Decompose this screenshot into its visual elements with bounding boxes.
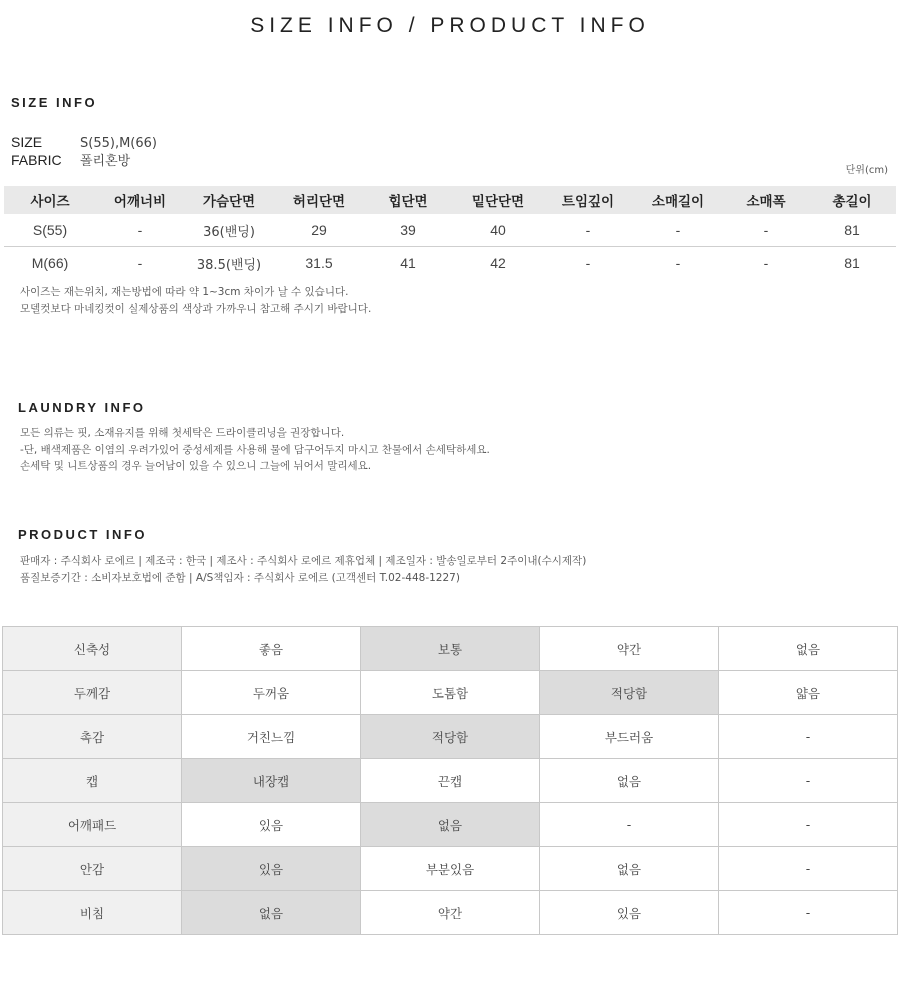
column-header: 소매길이 [632, 186, 724, 214]
page-title: SIZE INFO / PRODUCT INFO [250, 14, 650, 37]
column-header: 밑단단면 [452, 186, 544, 214]
property-row [3, 759, 898, 803]
property-option: 끈캡 [361, 759, 540, 803]
table-cell: - [585, 255, 591, 271]
fabric-label: FABRIC [11, 152, 62, 168]
property-label: 어깨패드 [3, 803, 182, 847]
table-cell: - [544, 214, 632, 247]
property-option-selected: 적당함 [540, 671, 719, 715]
table-cell: 81 [844, 255, 860, 271]
size-note-line: 모델컷보다 마네킹컷이 실제상품의 색상과 가까우니 참고해 주시기 바랍니다. [20, 302, 372, 315]
property-label: 신축성 [3, 627, 182, 671]
table-cell: 36(밴딩) [184, 214, 274, 247]
size-info-heading: SIZE INFO [11, 95, 98, 110]
fabric-value: 폴리혼방 [80, 154, 131, 169]
property-label: 안감 [3, 847, 182, 891]
property-option-selected: 적당함 [361, 715, 540, 759]
property-option: 도톰함 [361, 671, 540, 715]
property-option: - [719, 803, 898, 847]
table-row [4, 247, 896, 280]
table-cell: S(55) [4, 214, 96, 247]
column-header: 힙단면 [364, 186, 452, 214]
property-option: - [719, 847, 898, 891]
size-spec-row [11, 134, 157, 151]
property-option: 얇음 [719, 671, 898, 715]
table-cell: 31.5 [305, 255, 333, 271]
table-cell: M(66) [31, 255, 69, 271]
laundry-line: 모든 의류는 핏, 소재유지를 위해 첫세탁은 드라이클리닝을 권장합니다. [20, 427, 345, 439]
property-label: 비침 [3, 891, 182, 935]
laundry-line: 손세탁 및 니트상품의 경우 늘어남이 있을 수 있으니 그늘에 뉘어서 말리세요. [20, 460, 372, 472]
size-table [4, 186, 896, 279]
size-table-header [4, 186, 896, 214]
property-option: 부드러움 [540, 715, 719, 759]
product-line: 판매자 : 주식회사 로에르 | 제조국 : 한국 | 제조사 : 주식회사 로에르 제휴업체 | 제조일자 : 발송일로부터 2주이내(수시제작) [20, 555, 587, 567]
table-cell: 42 [490, 255, 506, 271]
property-row [3, 715, 898, 759]
product-info-heading: PRODUCT INFO [18, 527, 147, 542]
column-header: 총길이 [808, 186, 896, 214]
property-row [3, 803, 898, 847]
laundry-line: -단, 배색제품은 이염의 우려가있어 중성세제를 사용해 물에 담구어두지 마시고 찬물에서 손세탁하세요. [20, 443, 490, 456]
property-label: 캡 [3, 759, 182, 803]
property-option: 없음 [540, 759, 719, 803]
property-option: 부분있음 [361, 847, 540, 891]
table-cell: 39 [364, 214, 452, 247]
table-cell: - [632, 214, 724, 247]
property-option: 거친느낌 [182, 715, 361, 759]
property-option: 약간 [540, 627, 719, 671]
table-cell: 38.5(밴딩) [196, 257, 262, 273]
table-cell: - [724, 214, 808, 247]
property-option-selected: 없음 [361, 803, 540, 847]
property-row [3, 847, 898, 891]
laundry-notes [20, 425, 490, 475]
property-option: - [719, 759, 898, 803]
laundry-info-heading: LAUNDRY INFO [18, 400, 146, 415]
property-option-selected: 있음 [182, 847, 361, 891]
table-cell: - [137, 255, 143, 271]
table-cell: 40 [452, 214, 544, 247]
table-cell: 29 [274, 214, 364, 247]
property-label: 촉감 [3, 715, 182, 759]
fabric-properties-table [2, 626, 898, 935]
property-option: 있음 [540, 891, 719, 935]
property-option: - [719, 891, 898, 935]
column-header: 소매폭 [724, 186, 808, 214]
table-row [4, 214, 896, 247]
column-header: 허리단면 [274, 186, 364, 214]
property-option-selected: 없음 [182, 891, 361, 935]
product-line: 품질보증기간 : 소비자보호법에 준함 | A/S책임자 : 주식회사 로에르 (고객센터 T.02-448-1227) [20, 571, 460, 584]
unit-label: 단위(cm) [845, 165, 888, 176]
size-notes [20, 284, 371, 317]
property-option: 좋음 [182, 627, 361, 671]
table-cell: - [763, 255, 769, 271]
column-header: 어깨너비 [96, 186, 184, 214]
table-cell: 41 [400, 255, 416, 271]
property-option: 약간 [361, 891, 540, 935]
property-row [3, 627, 898, 671]
property-row [3, 891, 898, 935]
fabric-spec-row [11, 150, 130, 169]
size-note-line: 사이즈는 재는위치, 재는방법에 따라 약 1~3cm 차이가 날 수 있습니다. [20, 286, 349, 298]
property-option: - [540, 803, 719, 847]
property-row [3, 671, 898, 715]
table-cell: 81 [808, 214, 896, 247]
property-option: - [719, 715, 898, 759]
product-notes [20, 553, 586, 586]
column-header: 사이즈 [4, 186, 96, 214]
property-option: 없음 [540, 847, 719, 891]
property-option: 있음 [182, 803, 361, 847]
property-label: 두께감 [3, 671, 182, 715]
table-cell: - [96, 214, 184, 247]
column-header: 트임깊이 [544, 186, 632, 214]
table-cell: - [675, 255, 681, 271]
property-option: 없음 [719, 627, 898, 671]
property-option: 두꺼움 [182, 671, 361, 715]
property-option-selected: 내장캡 [182, 759, 361, 803]
property-option-selected: 보통 [361, 627, 540, 671]
size-label: SIZE [11, 134, 43, 150]
column-header: 가슴단면 [184, 186, 274, 214]
size-value: S(55),M(66) [80, 136, 157, 151]
